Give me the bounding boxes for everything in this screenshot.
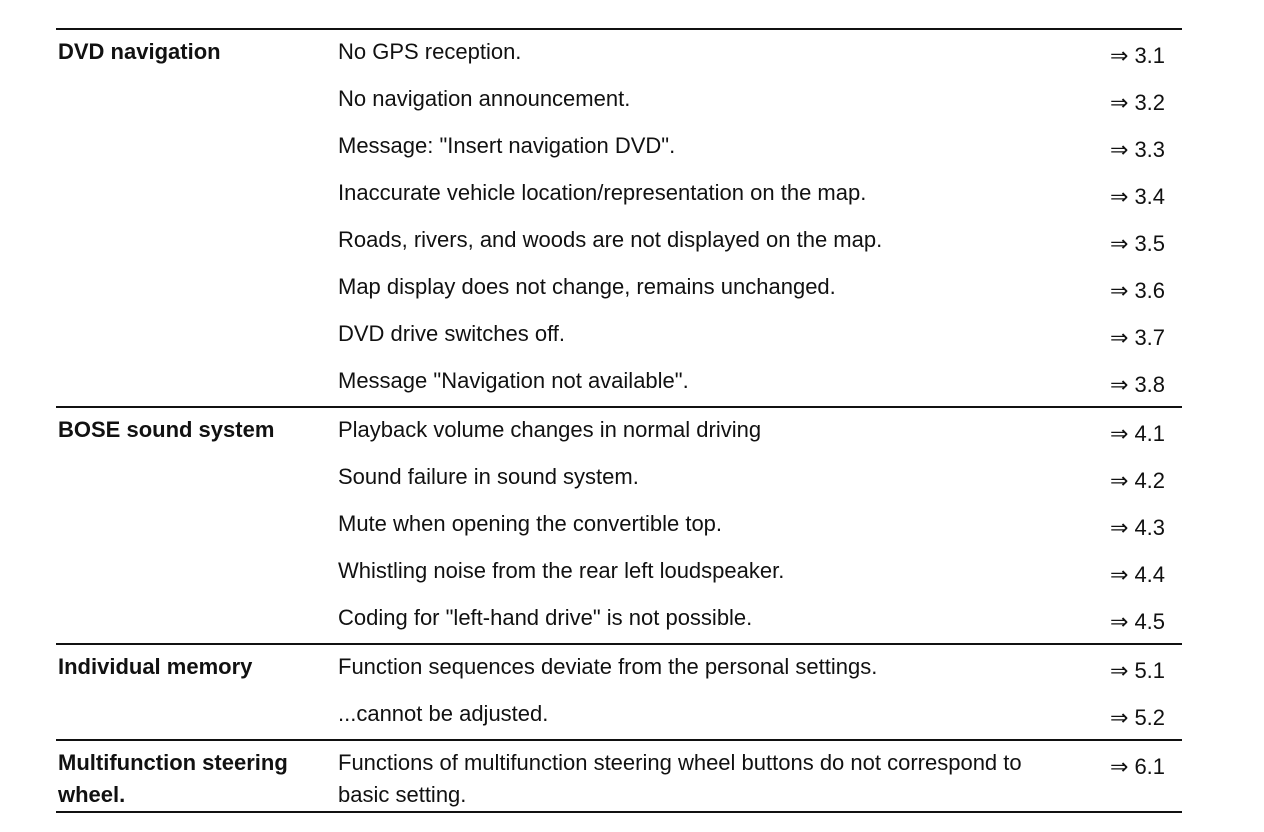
category-label: DVD navigation	[58, 39, 221, 64]
reference	[1110, 559, 1165, 591]
reference-number: 3.4	[1134, 184, 1166, 209]
reference	[1110, 134, 1165, 166]
symptom-text: Coding for "left-hand drive" is not possible.	[338, 605, 753, 630]
symptom-text: Inaccurate vehicle location/representation on the map.	[338, 180, 867, 205]
reference	[1110, 655, 1165, 687]
arrow-icon: ⇒	[1110, 754, 1129, 779]
arrow-icon: ⇒	[1110, 325, 1129, 350]
reference-number: 3.1	[1134, 43, 1166, 68]
table-row	[56, 359, 1182, 406]
symptom-text: Sound failure in sound system.	[338, 464, 639, 489]
arrow-icon: ⇒	[1110, 515, 1129, 540]
reference	[1110, 369, 1165, 401]
table-row	[56, 645, 1182, 692]
table-row	[56, 692, 1182, 739]
reference-number: 3.6	[1134, 278, 1166, 303]
table-row	[56, 171, 1182, 218]
symptom-text: Map display does not change, remains unchanged.	[338, 274, 836, 299]
arrow-icon: ⇒	[1110, 658, 1129, 683]
table-row	[56, 549, 1182, 596]
reference	[1110, 322, 1165, 354]
reference-number: 4.4	[1134, 562, 1166, 587]
arrow-icon: ⇒	[1110, 43, 1129, 68]
table-row	[56, 30, 1182, 77]
symptom-text: Message: "Insert navigation DVD".	[338, 133, 676, 158]
category-label: Multifunction steering wheel.	[58, 750, 288, 807]
reference-number: 4.5	[1134, 609, 1166, 634]
table-row	[56, 77, 1182, 124]
reference-number: 4.2	[1134, 468, 1166, 493]
category-label: Individual memory	[58, 654, 253, 679]
reference-number: 4.1	[1134, 421, 1166, 446]
reference	[1110, 87, 1165, 119]
arrow-icon: ⇒	[1110, 562, 1129, 587]
group-individual-memory	[56, 645, 1182, 741]
symptom-text: Function sequences deviate from the personal settings.	[338, 654, 878, 679]
reference	[1110, 228, 1165, 260]
symptom-text: Playback volume changes in normal driving	[338, 417, 762, 442]
reference-number: 5.2	[1134, 705, 1166, 730]
reference	[1110, 275, 1165, 307]
table-row	[56, 265, 1182, 312]
reference	[1110, 512, 1165, 544]
reference-number: 3.5	[1134, 231, 1166, 256]
table-row	[56, 408, 1182, 455]
reference	[1110, 751, 1165, 783]
reference	[1110, 606, 1165, 638]
arrow-icon: ⇒	[1110, 231, 1129, 256]
arrow-icon: ⇒	[1110, 137, 1129, 162]
table-row	[56, 596, 1182, 643]
reference-number: 6.1	[1134, 754, 1166, 779]
reference-number: 5.1	[1134, 658, 1166, 683]
reference	[1110, 181, 1165, 213]
reference-number: 3.8	[1134, 372, 1166, 397]
table-row	[56, 741, 1182, 811]
symptom-text: Message "Navigation not available".	[338, 368, 689, 393]
arrow-icon: ⇒	[1110, 90, 1129, 115]
troubleshooting-table	[56, 28, 1182, 813]
table-row	[56, 502, 1182, 549]
group-dvd-navigation	[56, 30, 1182, 408]
arrow-icon: ⇒	[1110, 705, 1129, 730]
symptom-text: DVD drive switches off.	[338, 321, 566, 346]
symptom-text: No navigation announcement.	[338, 86, 631, 111]
arrow-icon: ⇒	[1110, 421, 1129, 446]
reference	[1110, 702, 1165, 734]
reference	[1110, 465, 1165, 497]
reference-number: 4.3	[1134, 515, 1166, 540]
table-row	[56, 218, 1182, 265]
symptom-text: Roads, rivers, and woods are not displayed on the map.	[338, 227, 883, 252]
arrow-icon: ⇒	[1110, 468, 1129, 493]
reference	[1110, 418, 1165, 450]
reference-number: 3.7	[1134, 325, 1166, 350]
reference-number: 3.3	[1134, 137, 1166, 162]
table-row	[56, 124, 1182, 171]
table-row	[56, 312, 1182, 359]
symptom-text: ...cannot be adjusted.	[338, 701, 549, 726]
group-multifunction-steering-wheel	[56, 741, 1182, 813]
symptom-text: Whistling noise from the rear left loudspeaker.	[338, 558, 785, 583]
arrow-icon: ⇒	[1110, 278, 1129, 303]
arrow-icon: ⇒	[1110, 372, 1129, 397]
group-bose-sound-system	[56, 408, 1182, 645]
symptom-text: Mute when opening the convertible top.	[338, 511, 723, 536]
arrow-icon: ⇒	[1110, 609, 1129, 634]
reference-number: 3.2	[1134, 90, 1166, 115]
arrow-icon: ⇒	[1110, 184, 1129, 209]
symptom-text: No GPS reception.	[338, 39, 522, 64]
category-label: BOSE sound system	[58, 417, 275, 442]
symptom-text: Functions of multifunction steering wheel buttons do not correspond to basic setting.	[338, 750, 1022, 807]
table-row	[56, 455, 1182, 502]
reference	[1110, 40, 1165, 72]
